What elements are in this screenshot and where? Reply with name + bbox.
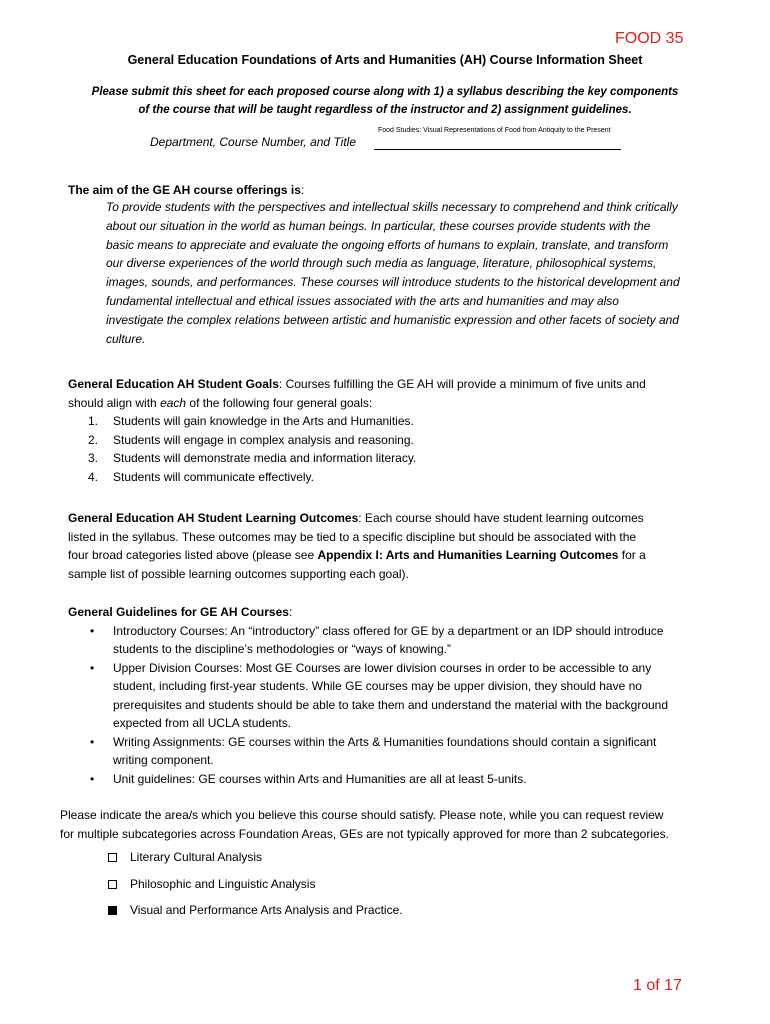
bullet-icon: • [90, 623, 95, 638]
submission-instructions [50, 83, 720, 119]
guidelines-heading: General Guidelines for GE AH Courses [68, 605, 289, 619]
goal-item: 1. Students will gain knowledge in the Arts and Humanities. [88, 414, 414, 428]
area-selection-instructions: Please indicate the area/s which you believe this course should satisfy. Please note, while you can request review for multiple subcategories across Foundation Areas, GEs are not typically approved for more than 2 subcategories. [60, 808, 669, 841]
goal-item: 3. Students will demonstrate media and information literacy. [88, 451, 417, 465]
goal-item: 4. Students will communicate effectively. [88, 469, 314, 484]
bullet-icon: • [90, 771, 95, 786]
student-goals-section: General Education AH Student Goals: Courses fulfilling the GE AH will provide a minimum of five units and should align with each of the following four general goals: 1. Students will gain knowledge in the Arts and Humanities. 2. Students will engage in complex analysis and reasoning. 3. Students will demonstrate media and information literacy. 4. Students will communicate effectively. [68, 375, 728, 486]
aim-line: investigate the complex relations between artistic and humanistic expression and other facets of society and [106, 312, 679, 327]
checkbox-icon[interactable] [108, 853, 117, 862]
bullet-icon: • [90, 660, 95, 675]
guideline-item: • Introductory Courses: An “introductory” class offered for GE by a department or an IDP should introduce students to the discipline’s methodologies or “ways of knowing.” [90, 623, 664, 656]
aim-line: To provide students with the perspectives and intellectual skills necessary to comprehend and think critically [106, 200, 678, 214]
appendix-reference: Appendix I: Arts and Humanities Learning Outcomes [317, 548, 619, 562]
checkbox-icon[interactable] [108, 880, 117, 889]
goal-item: 2. Students will engage in complex analysis and reasoning. [88, 432, 414, 447]
department-field-label: Department, Course Number, and Title [150, 135, 356, 149]
aim-line: images, sounds, and performances. These courses will introduce students to the historical development and [106, 275, 680, 290]
aim-line: basic means to appreciate and evaluate the ongoing efforts of humans to explain, translate, and transform [106, 237, 669, 252]
page-title: General Education Foundations of Arts and Humanities (AH) Course Information Sheet [127, 53, 643, 67]
checked-checkbox-icon[interactable] [108, 906, 117, 915]
document-code-stamp: FOOD 35 [615, 30, 684, 47]
aim-line: culture. [106, 331, 146, 346]
bullet-icon: • [90, 734, 95, 749]
aim-line: our diverse experiences of the world through such media as language, literature, philosophical systems, [106, 256, 657, 271]
aim-line: about our situation in the world as human beings. In particular, these courses provide students with the [106, 218, 651, 233]
aim-body [106, 198, 721, 348]
department-field-underline [374, 149, 621, 150]
aim-heading: The aim of the GE AH course offerings is: [68, 183, 305, 197]
student-goals-heading: General Education AH Student Goals [68, 377, 279, 391]
guideline-item: • Writing Assignments: GE courses within the Arts & Humanities foundations should contain a significant writing component. [90, 734, 657, 767]
instruction-line: Please submit this sheet for each proposed course along with 1) a syllabus describing the key components [91, 86, 679, 98]
learning-outcomes-section: General Education AH Student Learning Outcomes: Each course should have student learning outcomes listed in the syllabus. These outcomes may be tied to a specific discipline but should be associated with the four broad categories listed above (please see Appendix I: Arts and Humanities Learning Outcomes for a sample list of possible learning outcomes supporting each goal). [68, 511, 646, 581]
instruction-line: of the course that will be taught regardless of the instructor and 2) assignment guidelines. [138, 104, 632, 116]
page-counter: 1 of 17 [633, 977, 682, 994]
learning-outcomes-heading: General Education AH Student Learning Outcomes [68, 511, 359, 525]
guideline-item: • Upper Division Courses: Most GE Courses are lower division courses in order to be accessible to any student, including first-year students. While GE courses may be upper division, they should have no prerequisites and students should be able to take them and understand the material with the background expected from all UCLA students. [90, 660, 669, 730]
guideline-item: • Unit guidelines: GE courses within Arts and Humanities are all at least 5-units. [68, 770, 733, 789]
aim-line: fundamental intellectual and ethical issues associated with the arts and humanities and may also [106, 293, 619, 308]
guidelines-section: General Guidelines for GE AH Courses: • Introductory Courses: An “introductory” class offered for GE by a department or an IDP should introduce students to the discipline’s methodologies or “ways of knowing.” • Upper Division Courses: Most GE Courses are lower division courses in order to be accessible to any student, including first-year students. While GE courses may be upper division, they should have no prerequisites and students should be able to take them and understand the material with the background expected from all UCLA students. • Writing Assignments: GE courses within the Arts & Humanities foundations should contain a significant writing component. • Unit guidelines: GE courses within Arts and Humanities are all at least 5-units. [68, 603, 733, 788]
department-field-value[interactable]: Food Studies: Visual Representations of Food from Antiquity to the Present [378, 127, 611, 134]
